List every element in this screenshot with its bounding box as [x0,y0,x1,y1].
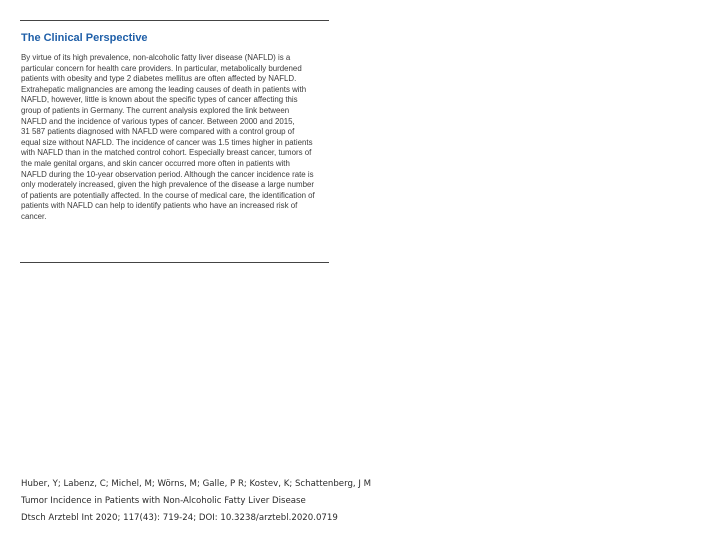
body-line: particular concern for health care providers. In particular, metabolically burdened [21,63,302,73]
clinical-perspective-box [20,20,329,263]
body-line: NAFLD during the 10-year observation period. Although the cancer incidence rate is [21,169,314,179]
body-line: cancer. [21,211,47,221]
body-line: the male genital organs, and skin cancer occurred more often in patients with [21,158,290,168]
body-line: NAFLD, however, little is known about the specific types of cancer affecting this [21,95,298,105]
citation-authors: Huber, Y; Labenz, C; Michel, M; Wörns, M; Galle, P R; Kostev, K; Schattenberg, J M [21,479,372,489]
body-line: 31 587 patients diagnosed with NAFLD were compared with a control group of [21,127,295,137]
citation-source: Dtsch Arztebl Int 2020; 117(43): 719-24; DOI: 10.3238/arztebl.2020.0719 [21,513,338,523]
box-body-text [21,53,327,223]
top-rule [20,20,329,21]
body-line: patients with NAFLD can help to identify patients who have an increased risk of [21,201,298,211]
body-line: Extrahepatic malignancies are among the leading causes of death in patients with [21,84,307,94]
body-line: By virtue of its high prevalence, non-alcoholic fatty liver disease (NAFLD) is a [21,53,291,62]
body-line: group of patients in Germany. The current analysis explored the link between [21,105,290,115]
body-line: of patients are potentially affected. In the course of medical care, the identification of [21,190,315,200]
box-heading: The Clinical Perspective [21,32,148,44]
body-line: patients with obesity and type 2 diabetes mellitus are often affected by NAFLD. [21,74,297,84]
body-line: with NAFLD than in the matched control cohort. Especially breast cancer, tumors of [21,148,312,158]
body-line: only moderately increased, given the high prevalence of the disease a large number [21,180,315,190]
body-line: NAFLD and the incidence of various types of cancer. Between 2000 and 2015, [21,116,295,126]
bottom-rule [20,262,329,263]
citation-block [21,476,481,527]
body-line: equal size without NAFLD. The incidence of cancer was 1.5 times higher in patients [21,137,313,147]
citation-title: Tumor Incidence in Patients with Non-Alcoholic Fatty Liver Disease [21,496,306,506]
